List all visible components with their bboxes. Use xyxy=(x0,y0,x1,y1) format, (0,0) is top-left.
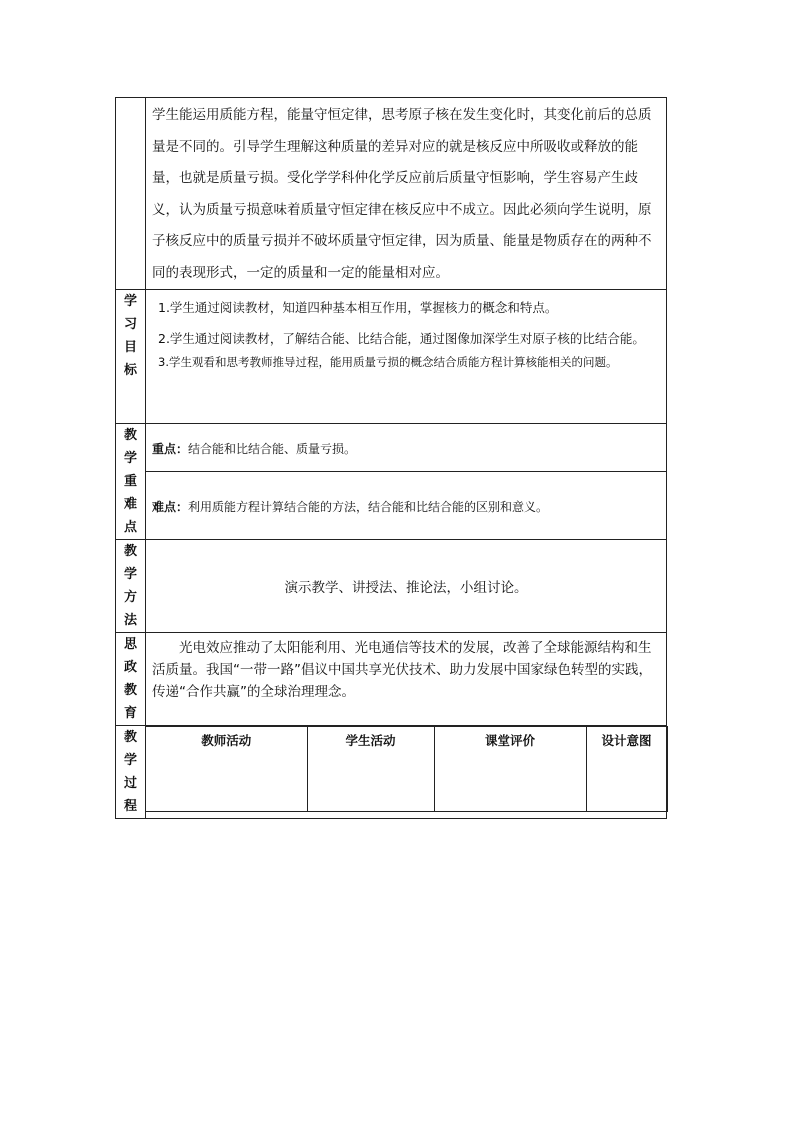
objectives-label: 学 习 目 标 xyxy=(116,290,146,424)
hard-point-cell xyxy=(146,472,667,540)
intro-row xyxy=(116,98,667,290)
intro-paragraph: 学生能运用质能方程，能量守恒定律，思考原子核在发生变化时，其变化前后的总质量是不同的。引导学生理解这种质量的差异对应的就是核反应中所吸收或释放的能量，也就是质量亏损。受化学学科仲化学反应前后质量守恒影响，学生容易产生歧义，认为质量亏损意味着质量守恒定律在核反应中不成立。因此必须向学生说明，原子核反应中的质量亏损并不破坏质量守恒定律，因为质量、能量是物质存在的两种不同的表现形式，一定的质量和一定的能量相对应。 xyxy=(146,98,667,290)
key-point-text: 结合能和比结合能、质量亏损。 xyxy=(188,441,357,456)
key-point-row xyxy=(116,424,667,472)
objective-item: 2.学生通过阅读教材，了解结合能、比结合能，通过图像加深学生对原子核的比结合能。 xyxy=(158,331,645,346)
hard-point-text: 利用质能方程计算结合能的方法，结合能和比结合能的区别和意义。 xyxy=(188,499,549,514)
ideology-label: 思 政 教 育 xyxy=(116,633,146,726)
methods-row xyxy=(116,540,667,633)
methods-text: 演示教学、讲授法、推论法，小组讨论。 xyxy=(146,540,667,633)
objectives-row xyxy=(116,290,667,424)
ideology-row xyxy=(116,633,667,726)
column-header-teacher: 教师活动 xyxy=(146,727,307,812)
key-point-label: 重点： xyxy=(152,441,189,456)
process-columns-cell xyxy=(146,726,667,819)
objective-item: 1.学生通过阅读教材，知道四种基本相互作用，掌握核力的概念和特点。 xyxy=(158,300,558,315)
intro-side-cell xyxy=(116,98,146,290)
ideology-text: 光电效应推动了太阳能利用、光电通信等技术的发展，改善了全球能源结构和生活质量。我国“一带一路”倡议中国共享光伏技术、助力发展中国家绿色转型的实践，传递“合作共赢”的全球治理理念。 xyxy=(146,633,667,726)
process-row xyxy=(116,726,667,819)
process-label: 教 学 过 程 xyxy=(116,726,146,819)
objectives-content xyxy=(146,290,667,424)
lesson-plan-table xyxy=(115,97,667,819)
objective-item: 3.学生观看和思考教师推导过程，能用质量亏损的概念结合质能方程计算核能相关的问题。 xyxy=(158,355,618,369)
hard-point-label: 难点： xyxy=(152,499,189,514)
hard-point-row xyxy=(116,472,667,540)
column-header-evaluation: 课堂评价 xyxy=(434,727,586,812)
key-points-label: 教 学 重 难 点 xyxy=(116,424,146,540)
key-point-cell xyxy=(146,424,667,472)
column-header-student: 学生活动 xyxy=(307,727,434,812)
process-columns xyxy=(146,726,668,812)
column-header-intent: 设计意图 xyxy=(586,727,667,812)
methods-label: 教 学 方 法 xyxy=(116,540,146,633)
